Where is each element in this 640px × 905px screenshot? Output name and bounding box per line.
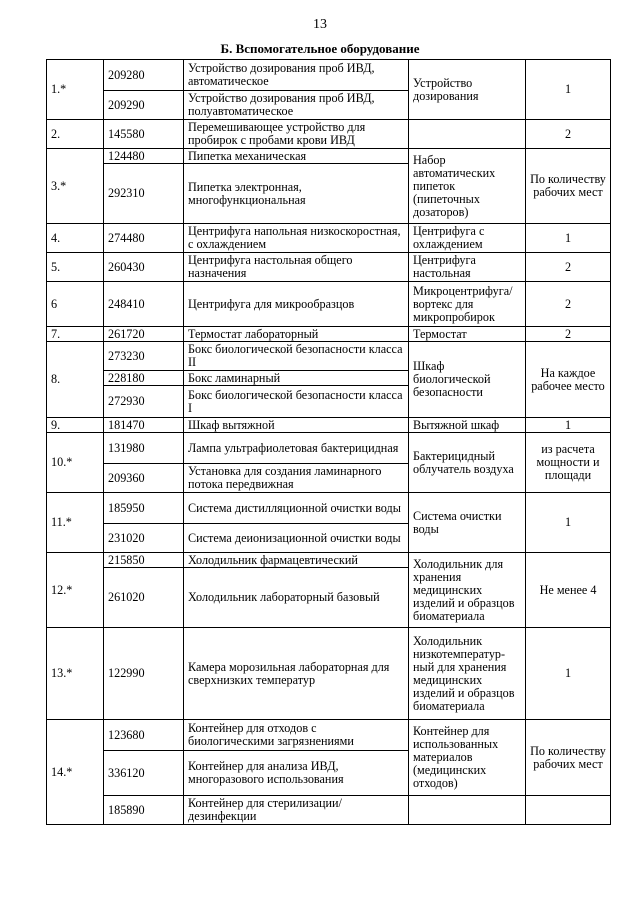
item-quantity: из расчета мощности и площади [526,433,611,493]
item-group: Система очистки воды [409,493,526,553]
item-code: 292310 [104,164,184,224]
item-group: Набор автоматических пипеток (пипеточных дозаторов) [409,149,526,224]
table-row [47,553,611,568]
item-code: 336120 [104,751,184,796]
item-number: 12.* [47,553,104,628]
item-number: 2. [47,120,104,149]
item-quantity: По количеству рабочих мест [526,720,611,796]
item-group: Термостат [409,327,526,342]
item-group: Шкаф биологической безопасности [409,342,526,418]
item-name: Бокс ламинарный [184,371,409,386]
table-row [47,796,611,825]
item-quantity: По количеству рабочих мест [526,149,611,224]
table-row [47,493,611,524]
item-code: 261020 [104,568,184,628]
item-name: Холодильник фармацевтический [184,553,409,568]
table-row [47,253,611,282]
item-name: Пипетка электронная, многофункциональная [184,164,409,224]
table-row [47,282,611,327]
item-group: Холодильник для хранения медицинских изделий и образцов биоматериала [409,553,526,628]
empty-cell [409,796,526,825]
item-group: Холодильник низкотемператур-ный для хранения медицинских изделий и образцов биоматериала [409,628,526,720]
item-code: 274480 [104,224,184,253]
item-quantity: На каждое рабочее место [526,342,611,418]
item-quantity: 2 [526,120,611,149]
item-name: Система дистилляционной очистки воды [184,493,409,524]
item-code: 122990 [104,628,184,720]
table-row [47,628,611,720]
item-quantity: 1 [526,628,611,720]
item-code: 185950 [104,493,184,524]
item-group: Бактерицидный облучатель воздуха [409,433,526,493]
item-code: 145580 [104,120,184,149]
item-quantity: 1 [526,418,611,433]
table-row [47,60,611,91]
item-quantity: 1 [526,224,611,253]
item-name: Перемешивающее устройство для пробирок с пробами крови ИВД [184,120,409,149]
item-name: Контейнер для отходов с биологическими загрязнениями [184,720,409,751]
item-name: Центрифуга для микрообразцов [184,282,409,327]
item-group: Центрифуга с охлаждением [409,224,526,253]
item-code: 123680 [104,720,184,751]
item-name: Установка для создания ламинарного потока передвижная [184,464,409,493]
item-group: Контейнер для использованных материалов (медицинских отходов) [409,720,526,796]
table-row [47,342,611,371]
item-name: Термостат лабораторный [184,327,409,342]
item-number: 7. [47,327,104,342]
page-number: 13 [313,17,327,32]
item-code: 272930 [104,386,184,418]
item-name: Устройство дозирования проб ИВД, автоматическое [184,60,409,91]
item-group: Микроцентрифуга/ вортекс для микропробирок [409,282,526,327]
item-name: Система деионизационной очистки воды [184,524,409,553]
item-number: 13.* [47,628,104,720]
item-name: Центрифуга напольная низкоскоростная, с охлаждением [184,224,409,253]
item-code: 260430 [104,253,184,282]
item-group: Устройство дозирования [409,60,526,120]
item-quantity: 2 [526,327,611,342]
item-name: Пипетка механическая [184,149,409,164]
item-code: 231020 [104,524,184,553]
item-number: 1.* [47,60,104,120]
item-code: 124480 [104,149,184,164]
item-name: Лампа ультрафиолетовая бактерицидная [184,433,409,464]
item-group: Вытяжной шкаф [409,418,526,433]
item-name: Бокс биологической безопасности класса I [184,386,409,418]
item-quantity: 2 [526,253,611,282]
item-quantity: Не менее 4 [526,553,611,628]
item-code: 209360 [104,464,184,493]
item-name: Контейнер для стерилизации/дезинфекции [184,796,409,825]
item-name: Шкаф вытяжной [184,418,409,433]
table-row [47,418,611,433]
item-name: Бокс биологической безопасности класса II [184,342,409,371]
table-row [47,720,611,751]
item-group [409,120,526,149]
item-name: Контейнер для анализа ИВД, многоразового использования [184,751,409,796]
table-row [47,224,611,253]
item-quantity: 2 [526,282,611,327]
item-number: 11.* [47,493,104,553]
item-name: Камера морозильная лабораторная для сверхнизких температур [184,628,409,720]
item-code: 261720 [104,327,184,342]
item-code: 248410 [104,282,184,327]
table-row [47,433,611,464]
item-number: 5. [47,253,104,282]
item-number: 4. [47,224,104,253]
item-number: 10.* [47,433,104,493]
empty-cell [526,796,611,825]
item-code: 209290 [104,91,184,120]
item-code: 209280 [104,60,184,91]
item-name: Центрифуга настольная общего назначения [184,253,409,282]
item-code: 181470 [104,418,184,433]
item-number: 6 [47,282,104,327]
item-quantity: 1 [526,493,611,553]
item-name: Холодильник лабораторный базовый [184,568,409,628]
equipment-table [46,59,611,825]
item-number: 14.* [47,720,104,825]
section-title: Б. Вспомогательное оборудование [220,41,420,56]
item-code: 185890 [104,796,184,825]
item-code: 215850 [104,553,184,568]
table-row [47,149,611,164]
item-code: 228180 [104,371,184,386]
item-code: 131980 [104,433,184,464]
item-quantity: 1 [526,60,611,120]
item-number: 8. [47,342,104,418]
item-number: 3.* [47,149,104,224]
table-row [47,120,611,149]
table-row [47,327,611,342]
item-name: Устройство дозирования проб ИВД, полуавтоматическое [184,91,409,120]
item-number: 9. [47,418,104,433]
item-code: 273230 [104,342,184,371]
item-group: Центрифуга настольная [409,253,526,282]
